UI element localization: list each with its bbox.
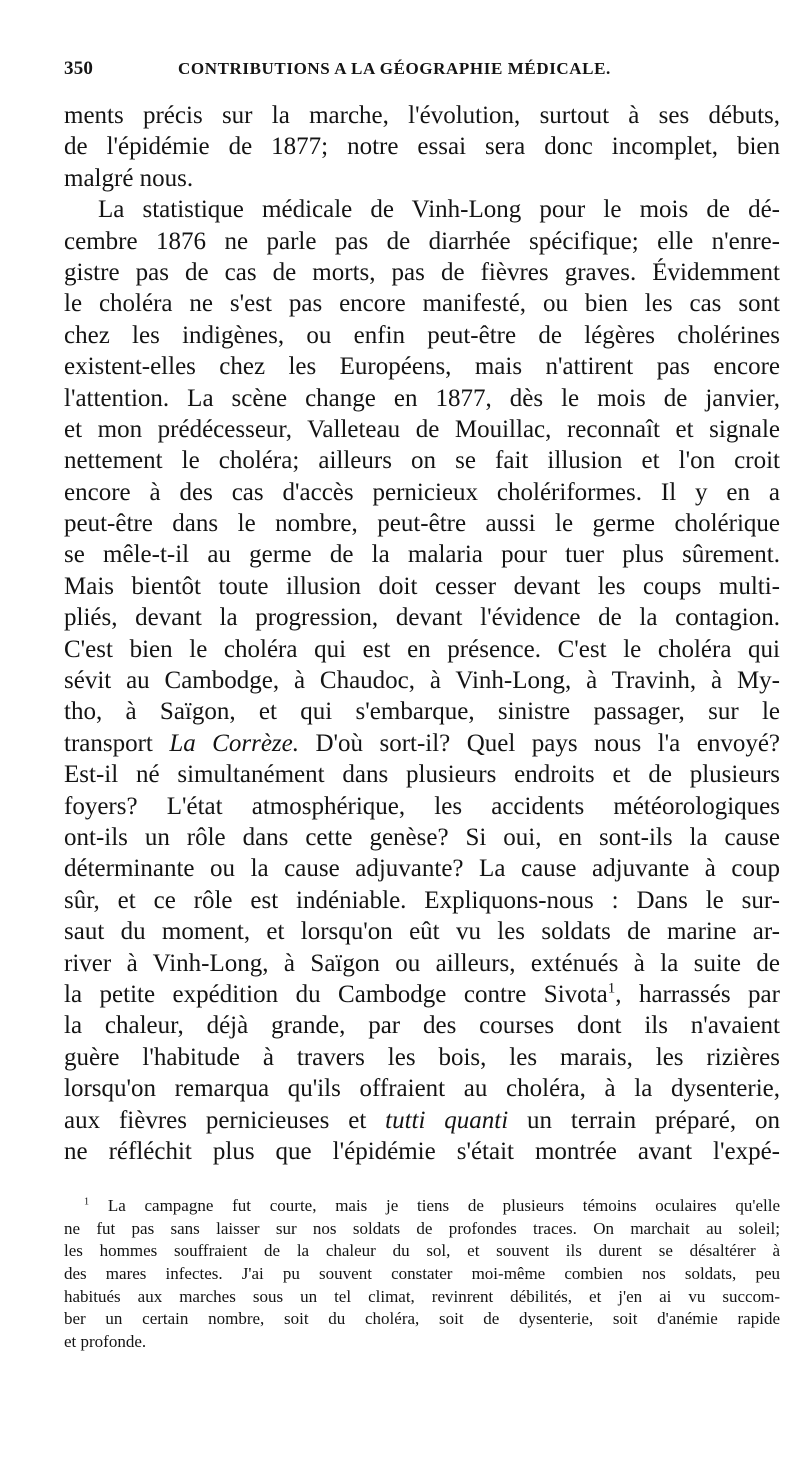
text-line: foyers? L'état atmosphérique, les accidents météorologiques <box>64 792 780 820</box>
footnotes <box>64 1195 780 1353</box>
text-segment: la petite expédition du Cambodge contre Sivota <box>64 980 608 1008</box>
text-line: Est-il né simultanément dans plusieurs endroits et de plusieurs <box>64 761 780 789</box>
italic-phrase: tutti quanti <box>385 1106 509 1134</box>
text-line: lorsqu'on remarqua qu'ils offraient au choléra, à la dysenterie, <box>64 1075 780 1103</box>
text-line: gistre pas de cas de morts, pas de fièvres graves. Évidemment <box>64 258 780 286</box>
text-line: guère l'habitude à travers les bois, les marais, les rizières <box>64 1043 780 1071</box>
text-line: et mon prédécesseur, Valleteau de Mouillac, reconnaît et signale <box>64 415 780 443</box>
running-title: CONTRIBUTIONS A LA GÉOGRAPHIE MÉDICALE. <box>178 59 611 78</box>
footnote-line: des mares infectes. J'ai pu souvent constater moi-même combien nos soldats, peu <box>64 1264 780 1284</box>
footnote-line: ne fut pas sans laisser sur nos soldats de profondes traces. On marchait au soleil; <box>64 1218 780 1238</box>
footnote-line: habitués aux marches sous un tel climat, revinrent débilités, et j'en ai vu succom- <box>64 1286 780 1306</box>
text-line: Mais bientôt toute illusion doit cesser devant les coups multi- <box>64 572 780 600</box>
text-line: la chaleur, déjà grande, par des courses dont ils n'avaient <box>64 1012 780 1040</box>
text-line: La statistique médicale de Vinh-Long pour le mois de dé- <box>98 196 780 224</box>
text-line: le choléra ne s'est pas encore manifesté, ou bien les cas sont <box>64 290 780 318</box>
text-line: C'est bien le choléra qui est en présence. C'est le choléra qui <box>64 635 780 663</box>
text-line: déterminante ou la cause adjuvante? La cause adjuvante à coup <box>64 855 780 883</box>
ship-name: La Corrèze. <box>169 729 299 757</box>
footnote-marker[interactable]: 1 <box>607 980 616 997</box>
text-line: peut-être dans le nombre, peut-être aussi le germe cholérique <box>64 510 780 538</box>
text-line: malgré nous. <box>64 164 194 192</box>
text-line <box>64 728 780 759</box>
text-line: existent-elles chez les Européens, mais n'attirent pas encore <box>64 353 780 381</box>
text-line: nettement le choléra; ailleurs on se fait illusion et l'on croit <box>64 447 780 475</box>
text-segment: aux fièvres pernicieuses et <box>64 1106 367 1134</box>
text-line: ne réfléchit plus que l'épidémie s'était montrée avant l'expé- <box>64 1137 780 1165</box>
text-line: cembre 1876 ne parle pas de diarrhée spécifique; elle n'enre- <box>64 227 780 255</box>
text-line: ont-ils un rôle dans cette genèse? Si oui, en sont-ils la cause <box>64 823 780 851</box>
text-line: se mêle-t-il au germe de la malaria pour tuer plus sûrement. <box>64 541 780 569</box>
text-line <box>64 979 780 1010</box>
text-line: de l'épidémie de 1877; notre essai sera donc incomplet, bien <box>64 133 780 161</box>
text-line: chez les indigènes, ou enfin peut-être de légères cholérines <box>64 321 780 349</box>
text-line: l'attention. La scène change en 1877, dès le mois de janvier, <box>64 384 780 412</box>
text-segment: un terrain préparé, on <box>527 1106 780 1134</box>
text-line: pliés, devant la progression, devant l'évidence de la contagion. <box>64 604 780 632</box>
footnote-line: ber un certain nombre, soit du choléra, soit de dysenterie, soit d'anémie rapide <box>64 1309 780 1329</box>
footnote-number: 1 <box>84 1196 90 1208</box>
text-line: tho, à Saïgon, et qui s'embarque, sinistre passager, sur le <box>64 698 780 726</box>
document-page <box>64 58 780 1353</box>
footnote-line <box>64 1195 780 1218</box>
footnote-line: les hommes souffraient de la chaleur du sol, et souvent ils durent se désaltérer à <box>64 1241 780 1261</box>
footnote-line: et profonde. <box>64 1331 147 1351</box>
text-segment: transport <box>64 729 153 757</box>
footnote-text: La campagne fut courte, mais je tiens de plusieurs témoins oculaires qu'elle <box>107 1196 780 1216</box>
text-segment: , harrassés par <box>615 980 780 1008</box>
page-number: 350 <box>64 58 94 79</box>
text-segment: D'où sort-il? Quel pays nous l'a envoyé? <box>315 729 780 757</box>
text-line: saut du moment, et lorsqu'on eût vu les soldats de marine ar- <box>64 918 780 946</box>
text-line: ments précis sur la marche, l'évolution, surtout à ses débuts, <box>64 102 780 129</box>
body-text <box>64 100 780 1167</box>
text-line <box>64 1105 780 1136</box>
text-line: encore à des cas d'accès pernicieux cholériformes. Il y en a <box>64 478 780 506</box>
running-head <box>64 58 780 90</box>
text-line: sévit au Cambodge, à Chaudoc, à Vinh-Long, à Travinh, à My- <box>64 667 780 695</box>
text-line: sûr, et ce rôle est indéniable. Expliquons-nous : Dans le sur- <box>64 886 780 914</box>
text-line: river à Vinh-Long, à Saïgon ou ailleurs, exténués à la suite de <box>64 949 780 977</box>
